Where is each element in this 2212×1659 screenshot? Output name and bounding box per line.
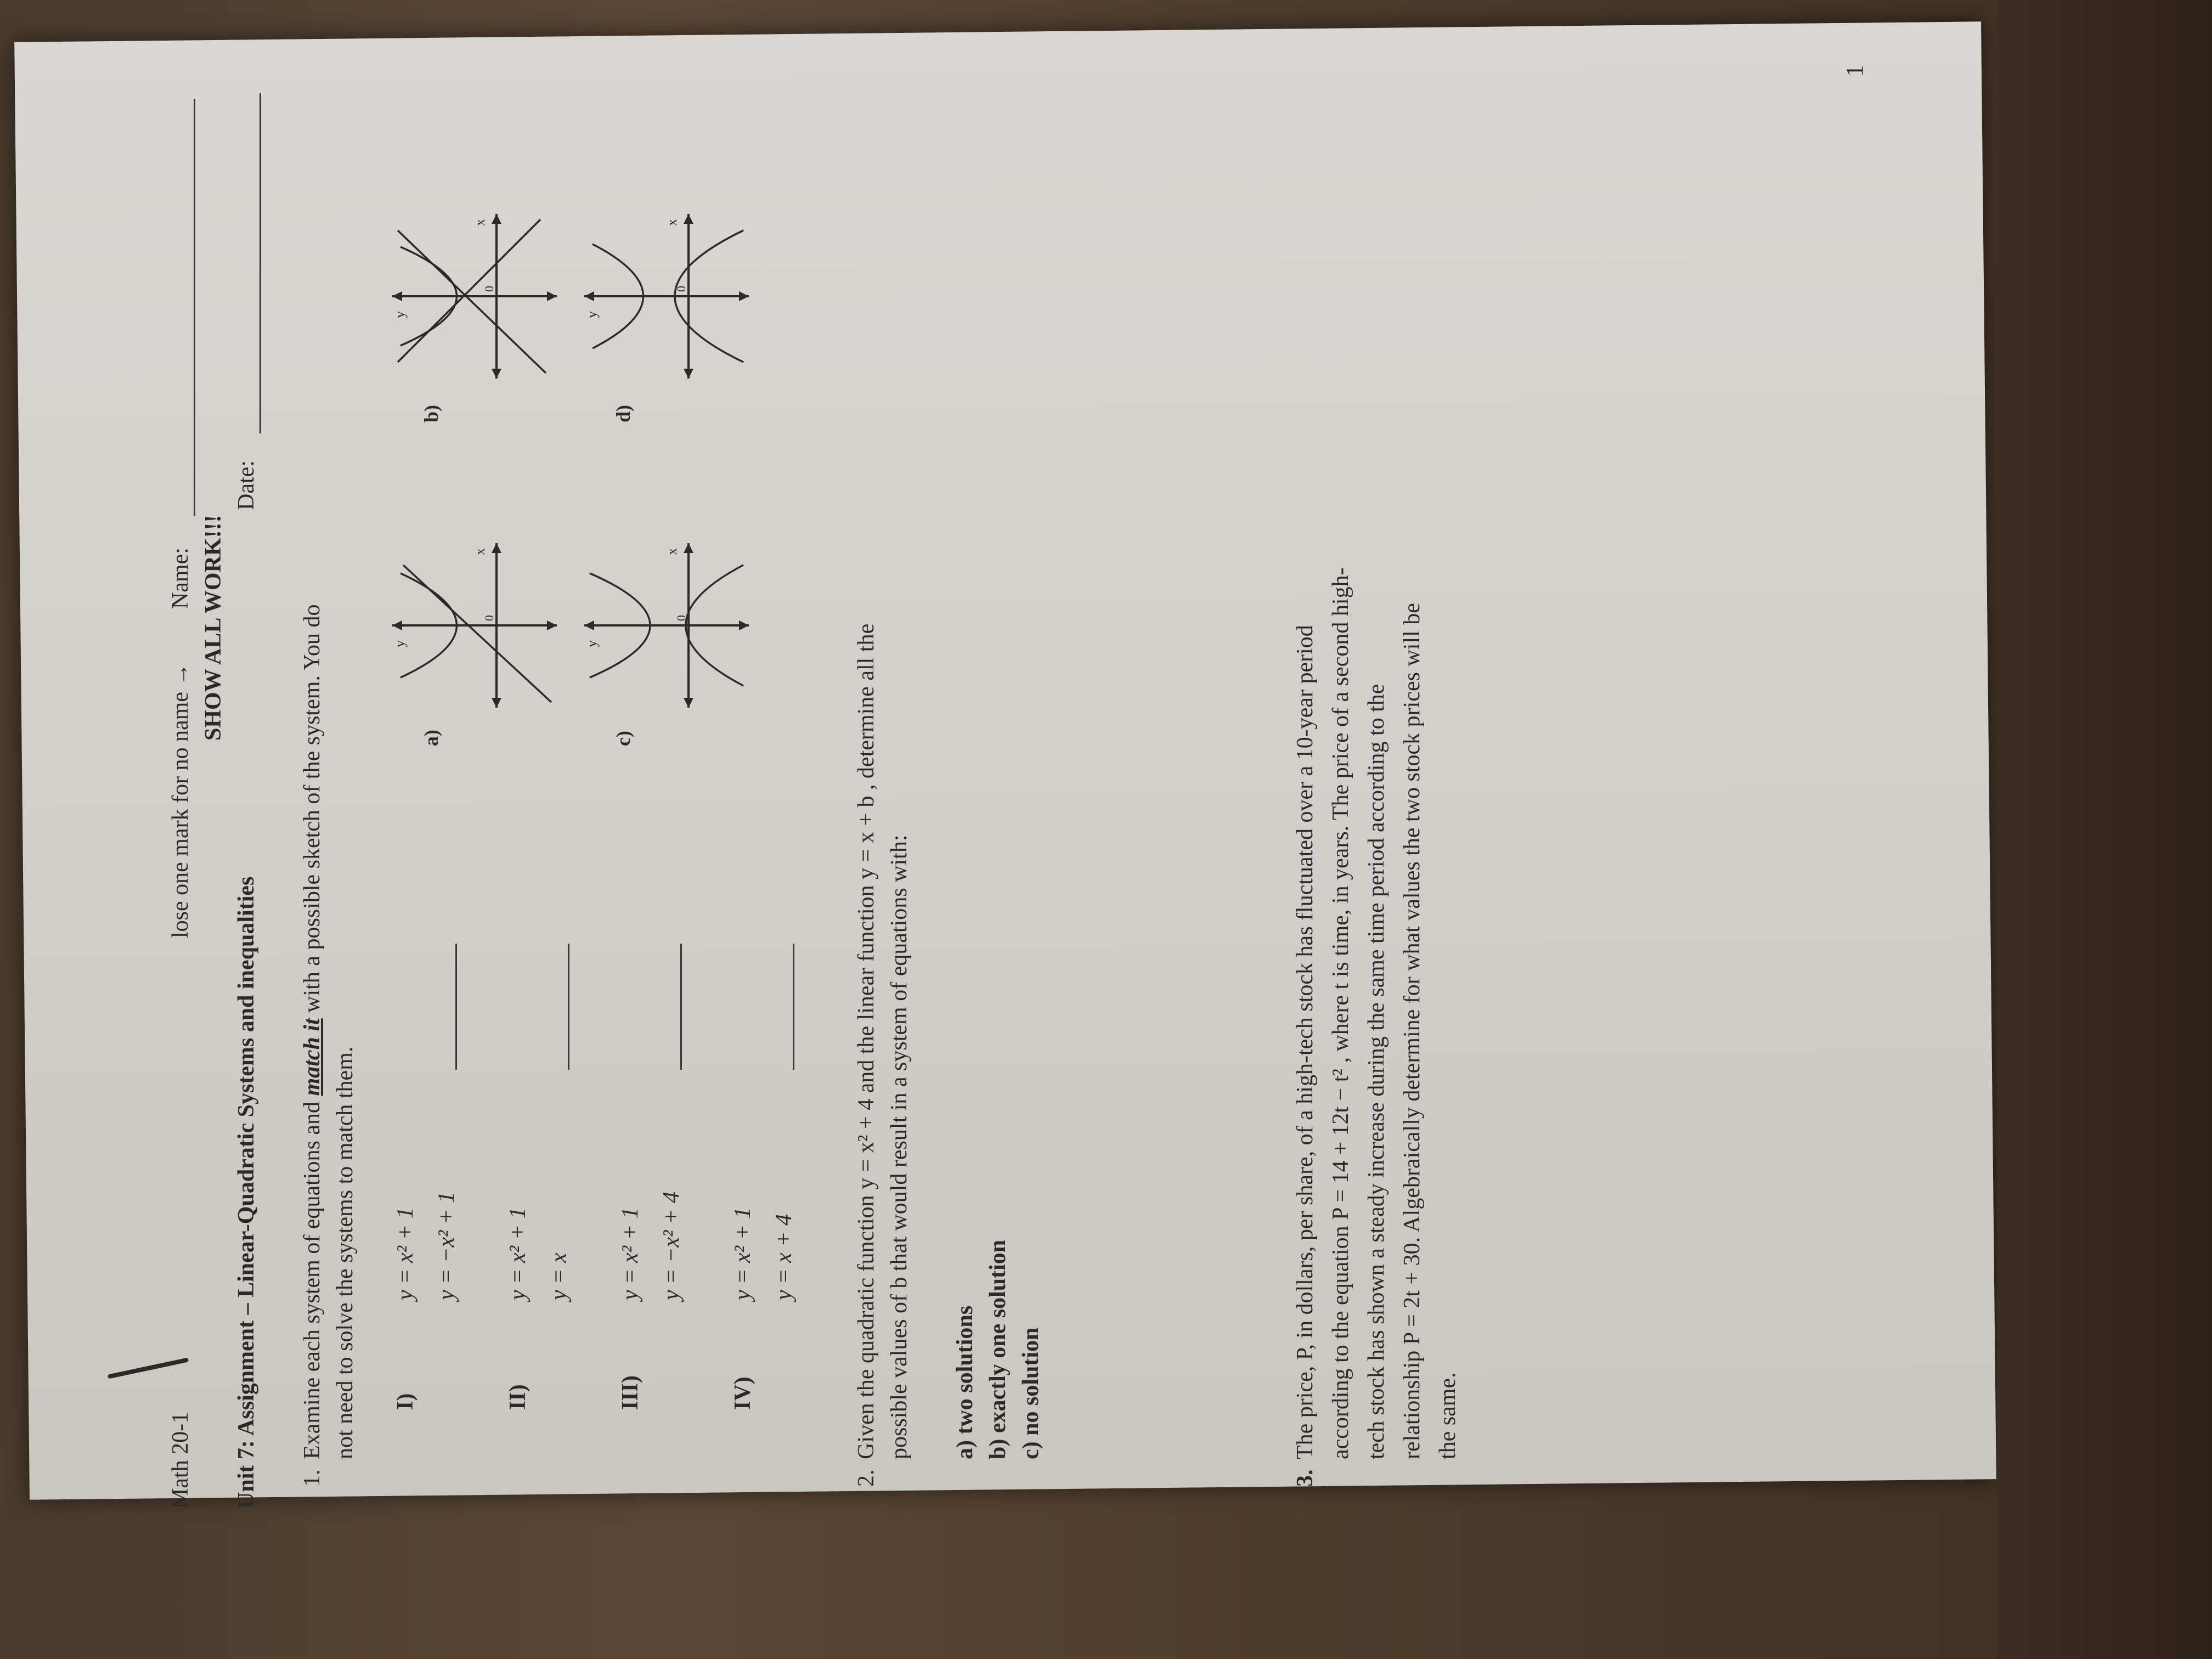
x-axis-label: x — [472, 548, 488, 555]
page-number: 1 — [1841, 65, 1868, 77]
worksheet — [41, 38, 1868, 1531]
q3-number: 3. — [1293, 1469, 1318, 1487]
x-axis-label: x — [664, 548, 680, 555]
q1-number: 1. — [300, 1469, 325, 1487]
q2-option: b) exactly one solution — [985, 1239, 1011, 1459]
sketch-c — [584, 543, 749, 708]
q2-text: Given the quadratic function y = x² + 4 and the linear function y = x + b , determine all the — [854, 623, 879, 1459]
q1-text-line2: not need to solve the systems to match them. — [332, 1046, 358, 1459]
q2-text-line2: possible values of b that would result in a system of equations with: — [887, 834, 912, 1459]
system-equation: y = x² + 1 — [393, 1207, 418, 1300]
q2-option: c) no solution — [1018, 1327, 1043, 1459]
sketch-d — [584, 214, 749, 379]
answer-blank[interactable] — [455, 944, 457, 1070]
origin-label: 0 — [482, 615, 496, 621]
origin-label: 0 — [482, 286, 496, 292]
system-label: IV) — [730, 1376, 755, 1410]
graph-label: a) — [420, 730, 442, 746]
system-equation: y = x + 4 — [771, 1214, 797, 1300]
wood-table-edge — [1997, 0, 2212, 1659]
y-axis-label: y — [584, 640, 600, 647]
system-equation: y = x² + 1 — [730, 1207, 755, 1300]
x-axis-label: x — [472, 219, 488, 226]
y-axis-label: y — [392, 640, 408, 647]
origin-label: 0 — [674, 615, 688, 621]
x-axis-label: x — [664, 219, 680, 226]
q3-text: tech stock has shown a steady increase during the same time period according to the — [1364, 684, 1389, 1459]
sketch-b — [392, 214, 557, 379]
graph-label: d) — [612, 404, 634, 422]
answer-blank[interactable] — [680, 944, 682, 1070]
graph-label: b) — [420, 404, 442, 422]
date-label: Date: — [234, 460, 259, 510]
y-axis-label: y — [392, 311, 408, 318]
q3-text: according to the equation P = 14 + 12t − t² , where t is time, in years. The price of a second high- — [1328, 567, 1353, 1459]
q3-text: The price, P, in dollars, per share, of a high-tech stock has fluctuated over a 10-year period — [1293, 625, 1318, 1459]
system-label: III) — [618, 1375, 643, 1410]
show-work-note: SHOW ALL WORK!!! — [201, 515, 226, 741]
origin-label: 0 — [674, 286, 688, 292]
q2-number: 2. — [854, 1469, 879, 1487]
graph-label: c) — [612, 731, 634, 746]
y-axis-label: y — [584, 311, 600, 318]
system-equation: y = x² + 1 — [505, 1207, 531, 1300]
q2-option: a) two solutions — [952, 1305, 978, 1459]
system-equation: y = −x² + 4 — [659, 1192, 684, 1300]
q1-text: Examine each system of equations and match it with a possible sketch of the system. You do — [300, 604, 325, 1459]
system-equation: y = −x² + 1 — [434, 1192, 459, 1300]
name-label: Name: — [168, 548, 193, 609]
q3-text: relationship P = 2t + 30. Algebraically determine for what values the two stock prices will be — [1400, 603, 1425, 1459]
unit-title: Unit 7: Assignment – Linear-Quadratic Systems and inequalities — [234, 876, 259, 1509]
date-field[interactable] — [259, 93, 261, 433]
q3-text: the same. — [1435, 1372, 1460, 1459]
answer-blank[interactable] — [793, 944, 794, 1070]
course-code: Math 20-1 — [168, 1412, 193, 1509]
system-label: I) — [393, 1393, 418, 1410]
no-name-warning: lose one mark for no name → — [168, 663, 193, 938]
answer-blank[interactable] — [568, 944, 569, 1070]
system-equation: y = x² + 1 — [618, 1207, 643, 1300]
sketch-a — [392, 543, 557, 708]
system-equation: y = x — [546, 1252, 572, 1300]
system-label: II) — [505, 1384, 531, 1410]
name-field[interactable] — [194, 99, 195, 516]
